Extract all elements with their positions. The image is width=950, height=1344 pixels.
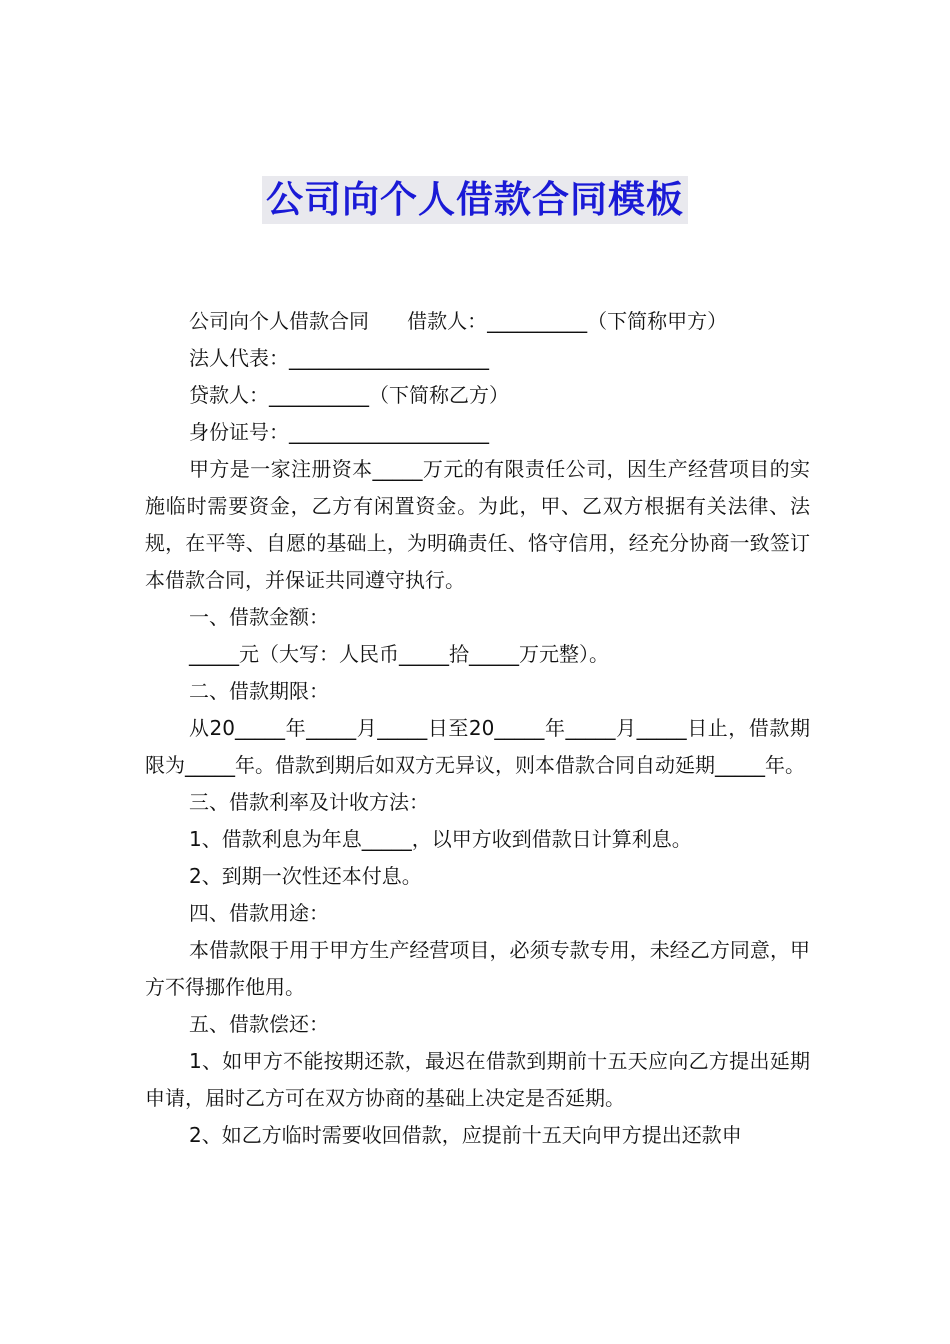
section-heading-interest: 三、借款利率及计收方法： bbox=[189, 790, 429, 814]
section-heading-purpose: 四、借款用途： bbox=[189, 901, 329, 925]
paragraph-interest-2: 2、到期一次性还本付息。 bbox=[189, 864, 422, 888]
section-heading-term: 二、借款期限： bbox=[189, 679, 329, 703]
paragraph-repayment-1: 1、如甲方不能按期还款，最迟在借款到期前十五天应向乙方提出延期申请，届时乙方可在双方协商的基础上决定是否延期。 bbox=[145, 1049, 810, 1110]
paragraph-id-number: 身份证号：____________________ bbox=[189, 420, 489, 444]
paragraph-repayment-2: 2、如乙方临时需要收回借款，应提前十五天向甲方提出还款申 bbox=[189, 1123, 742, 1147]
paragraph-borrower: 公司向个人借款合同 借款人：__________（下简称甲方） bbox=[189, 309, 728, 333]
paragraph-purpose: 本借款限于用于甲方生产经营项目，必须专款专用，未经乙方同意，甲方不得挪作他用。 bbox=[145, 938, 810, 999]
paragraph-preamble: 甲方是一家注册资本_____万元的有限责任公司，因生产经营项目的实施临时需要资金，乙方有闲置资金。为此，甲、乙双方根据有关法律、法规，在平等、自愿的基础上，为明确责任、恪守信用，经充分协商一致签订本借款合同，并保证共同遵守执行。 bbox=[145, 457, 810, 592]
paragraph-amount: _____元（大写：人民币_____拾_____万元整）。 bbox=[189, 642, 609, 666]
paragraph-interest-1: 1、借款利息为年息_____，以甲方收到借款日计算利息。 bbox=[189, 827, 692, 851]
section-heading-amount: 一、借款金额： bbox=[189, 605, 329, 629]
paragraph-lender: 贷款人：__________（下简称乙方） bbox=[189, 383, 509, 407]
paragraph-legal-representative: 法人代表：____________________ bbox=[189, 346, 489, 370]
section-heading-repayment: 五、借款偿还： bbox=[189, 1012, 329, 1036]
title-container bbox=[0, 176, 950, 224]
document-body bbox=[145, 303, 810, 1154]
paragraph-term: 从20_____年_____月_____日至20_____年_____月_____日止，借款期限为_____年。借款到期后如双方无异议，则本借款合同自动延期_____年。 bbox=[145, 716, 810, 777]
document-title: 公司向个人借款合同模板 bbox=[262, 176, 688, 224]
